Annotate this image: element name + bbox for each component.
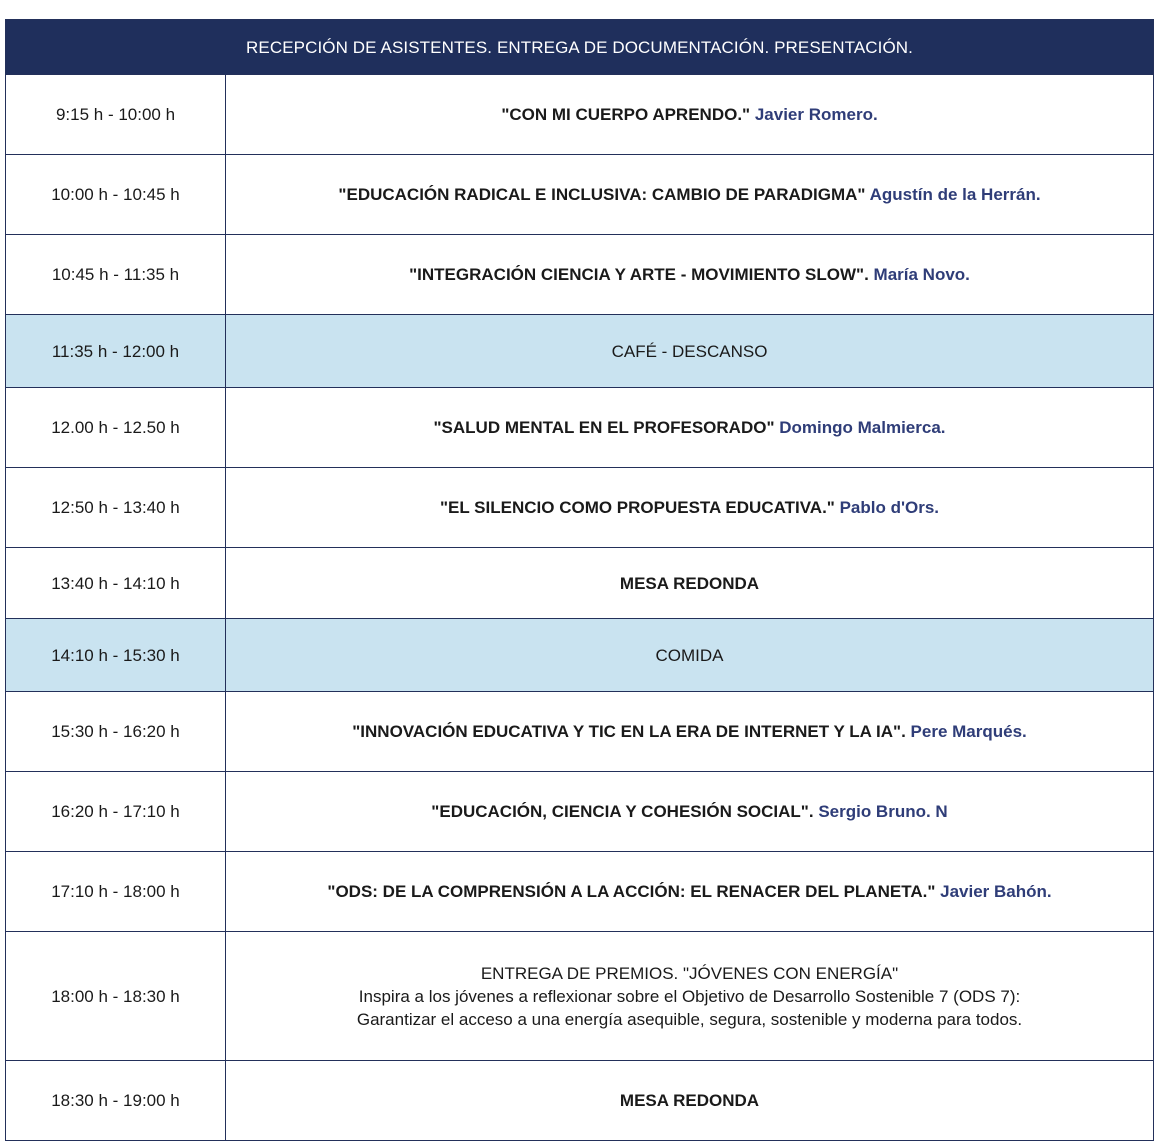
speaker-name: Sergio Bruno. N <box>818 802 948 821</box>
table-row <box>6 692 1154 772</box>
time-cell: 16:20 h - 17:10 h <box>6 772 226 852</box>
speaker-name: María Novo. <box>873 265 970 284</box>
time-cell: 14:10 h - 15:30 h <box>6 619 226 692</box>
speaker-name: Javier Romero. <box>754 105 878 124</box>
table-row <box>6 772 1154 852</box>
table-row <box>6 75 1154 155</box>
talk-title: "INNOVACIÓN EDUCATIVA Y TIC EN LA ERA DE INTERNET Y LA IA". <box>352 722 911 741</box>
event-cell <box>226 932 1154 1061</box>
talk-title: "ODS: DE LA COMPRENSIÓN A LA ACCIÓN: EL RENACER DEL PLANETA." <box>327 882 941 901</box>
event-cell <box>226 468 1154 548</box>
header-title: RECEPCIÓN DE ASISTENTES. ENTREGA DE DOCUMENTACIÓN. PRESENTACIÓN. <box>6 20 1154 75</box>
event-cell <box>226 388 1154 468</box>
speaker-name: Pablo d'Ors. <box>839 498 940 517</box>
session-title: MESA REDONDA <box>619 1091 760 1110</box>
event-cell <box>226 852 1154 932</box>
speaker-name: Javier Bahón. <box>940 882 1052 901</box>
speaker-name: Agustín de la Herrán. <box>869 185 1041 204</box>
event-cell <box>226 692 1154 772</box>
time-cell: 10:45 h - 11:35 h <box>6 235 226 315</box>
table-row-break <box>6 315 1154 388</box>
time-cell: 9:15 h - 10:00 h <box>6 75 226 155</box>
event-cell <box>226 772 1154 852</box>
talk-title: "SALUD MENTAL EN EL PROFESORADO" <box>433 418 780 437</box>
break-label: COMIDA <box>226 619 1154 692</box>
speaker-name: Pere Marqués. <box>910 722 1027 741</box>
header-row <box>6 20 1154 75</box>
table-row <box>6 388 1154 468</box>
table-row <box>6 1061 1154 1141</box>
talk-title: "CON MI CUERPO APRENDO." <box>501 105 755 124</box>
event-cell <box>226 1061 1154 1141</box>
session-title: MESA REDONDA <box>619 573 760 593</box>
award-description-line-2: Garantizar el acceso a una energía asequible, segura, sostenible y moderna para todos. <box>356 1009 1023 1029</box>
award-title: ENTREGA DE PREMIOS. "JÓVENES CON ENERGÍA" <box>480 963 899 983</box>
talk-title: "EL SILENCIO COMO PROPUESTA EDUCATIVA." <box>439 498 840 517</box>
table-row <box>6 852 1154 932</box>
time-cell: 15:30 h - 16:20 h <box>6 692 226 772</box>
event-cell <box>226 235 1154 315</box>
time-cell: 17:10 h - 18:00 h <box>6 852 226 932</box>
event-cell <box>226 75 1154 155</box>
speaker-name: Domingo Malmierca. <box>779 418 946 437</box>
event-cell <box>226 548 1154 619</box>
time-cell: 18:30 h - 19:00 h <box>6 1061 226 1141</box>
schedule-table <box>5 19 1154 1141</box>
table-row <box>6 155 1154 235</box>
time-cell: 11:35 h - 12:00 h <box>6 315 226 388</box>
table-row <box>6 548 1154 619</box>
talk-title: "EDUCACIÓN, CIENCIA Y COHESIÓN SOCIAL". <box>431 802 819 821</box>
table-row <box>6 468 1154 548</box>
time-cell: 13:40 h - 14:10 h <box>6 548 226 619</box>
time-cell: 12:50 h - 13:40 h <box>6 468 226 548</box>
talk-title: "EDUCACIÓN RADICAL E INCLUSIVA: CAMBIO DE PARADIGMA" <box>338 185 870 204</box>
break-label: CAFÉ - DESCANSO <box>226 315 1154 388</box>
time-cell: 10:00 h - 10:45 h <box>6 155 226 235</box>
table-row-break <box>6 619 1154 692</box>
award-description-line-1: Inspira a los jóvenes a reflexionar sobre el Objetivo de Desarrollo Sostenible 7 (ODS 7): <box>358 986 1021 1006</box>
talk-title: "INTEGRACIÓN CIENCIA Y ARTE - MOVIMIENTO SLOW". <box>409 265 874 284</box>
table-row <box>6 235 1154 315</box>
time-cell: 12.00 h - 12.50 h <box>6 388 226 468</box>
table-row-award <box>6 932 1154 1061</box>
event-cell <box>226 155 1154 235</box>
time-cell: 18:00 h - 18:30 h <box>6 932 226 1061</box>
